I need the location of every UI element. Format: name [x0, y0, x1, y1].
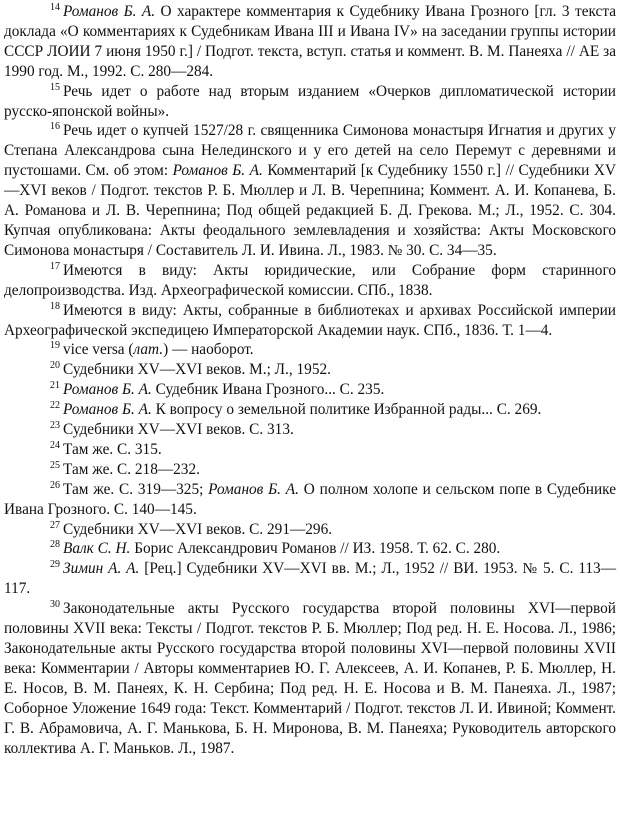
footnote-16 — [4, 121, 616, 260]
footnote-29 — [4, 559, 616, 599]
footnote-23 — [4, 420, 616, 440]
footnote-17 — [4, 261, 616, 301]
footnote-text: Речь идет о купчей 1527/28 г. священника Симонова монастыря Игнатия и других у Степана Александрова сына Нелединского и у его детей на село Перемут с деревнями и пустошами. См. об этом: — [4, 122, 616, 180]
footnote-number: 25 — [50, 459, 60, 471]
footnote-text: Имеются в виду: Акты, собранные в библиотеках и архивах Российской империи Археографической экспедицею Императорской Академии наук. СПб., 1836. Т. 1—4. — [4, 301, 616, 339]
footnote-number: 19 — [50, 340, 60, 352]
author-name: Романов Б. А. — [63, 401, 152, 419]
footnote-text: Законодательные акты Русского государства второй половины XVI—первой половины XVII века: Тексты / Подгот. текстов Р. Б. Мюллер; Под ред. Н. Е. Носова. Л., 1986; Законодательные акты Русского государства второй половины XVI—первой половины XVII века: Комментарии / Авторы комментариев Ю. Г. Алексеев, А. И. Копанев, Р. Б. Мюллер, Н. Е. Носов, В. М. Панеях, К. Н. Сербина; Под ред. Н. Е. Носова и В. М. Панеяха. Л., 1987; Соборное Уложение 1649 года: Текст. Комментарий / Подгот. текстов Л. И. Ивиной; Коммент. Г. В. Абрамовича, А. Г. Манькова, Б. Н. Миронова, В. М. Панеяха; Руководитель авторского коллектива А. Г. Маньков. Л., 1987. — [4, 600, 616, 757]
footnote-text: Комментарий [к Судебнику 1550 г.] // Судебники XV—XVI веков / Подгот. текстов Р. Б. Мюллер и Л. В. Черепнина; Коммент. А. И. Копанева, Б. А. Романова и Л. В. Черепнина; Под общей редакцией Б. Д. Грекова. М.; Л., 1952. С. 304. Купчая опубликована: Акты феодального землевладения и хозяйства: Акты Московского Симонова монастыря / Составитель Л. И. Ивина. Л., 1983. № 30. С. 34—35. — [4, 162, 616, 259]
footnote-19 — [4, 340, 616, 360]
author-name: Романов Б. А. — [172, 162, 263, 180]
footnote-21 — [4, 380, 616, 400]
footnote-14 — [4, 2, 616, 82]
footnote-number: 15 — [50, 81, 60, 93]
footnote-number: 20 — [50, 360, 60, 372]
footnote-number: 27 — [50, 519, 60, 531]
footnote-number: 26 — [50, 479, 60, 491]
footnote-20 — [4, 360, 616, 380]
footnote-25 — [4, 460, 616, 480]
footnote-number: 30 — [50, 599, 60, 611]
footnote-22 — [4, 400, 616, 420]
footnote-text: К вопросу о земельной политике Избранной рады... С. 269. — [151, 401, 542, 419]
footnote-number: 18 — [50, 300, 60, 312]
footnote-text: vice versa ( — [63, 341, 134, 359]
footnote-text: Судебники XV—XVI веков. М.; Л., 1952. — [63, 361, 331, 379]
footnote-number: 28 — [50, 539, 60, 551]
footnote-text: Судебник Ивана Грозного... С. 235. — [151, 381, 385, 399]
author-name: Зимин А. А. — [63, 560, 140, 578]
footnote-number: 16 — [50, 121, 60, 133]
author-name: Романов Б. А. — [208, 480, 299, 498]
footnote-text: О полном холопе и сельском попе в Судебнике Ивана Грозного. С. 140—145. — [4, 480, 617, 518]
footnote-text: Речь идет о работе над вторым изданием «Очерков дипломатической истории русско-японской войны». — [4, 82, 616, 120]
footnote-number: 17 — [50, 260, 60, 272]
footnote-number: 23 — [50, 420, 60, 432]
footnote-text: Там же. С. 315. — [63, 440, 162, 458]
footnote-number: 21 — [50, 380, 60, 392]
footnote-28 — [4, 539, 616, 559]
footnote-number: 29 — [50, 559, 60, 571]
footnote-text: [Рец.] Судебники XV—XVI вв. М.; Л., 1952 // ВИ. 1953. № 5. С. 113—117. — [4, 560, 616, 598]
footnote-27 — [4, 520, 616, 540]
author-name: лат. — [133, 341, 164, 359]
author-name: Валк С. Н. — [63, 540, 131, 558]
footnote-15 — [4, 82, 616, 122]
footnote-text: О характере комментария к Судебнику Ивана Грозного [гл. 3 текста доклада «О комментариях к Судебникам Ивана III и Ивана IV» на заседании группы истории СССР ЛОИИ 7 июня 1950 г.] / Подгот. текста, вступ. статья и коммент. В. М. Панеяха // АЕ за 1990 год. М., 1992. С. 280—284. — [4, 3, 616, 80]
footnote-18 — [4, 301, 616, 341]
footnote-text: Имеются в виду: Акты юридические, или Собрание форм старинного делопроизводства. Изд. Археографической комиссии. СПб., 1838. — [4, 261, 616, 299]
footnote-text: Борис Александрович Романов // ИЗ. 1958. Т. 62. С. 280. — [130, 540, 501, 558]
footnote-number: 14 — [50, 2, 60, 13]
footnote-text: Судебники XV—XVI веков. С. 313. — [63, 421, 294, 439]
footnote-30 — [4, 599, 616, 758]
footnote-26 — [4, 480, 616, 520]
footnote-text: Там же. С. 319—325; — [63, 480, 209, 498]
footnote-24 — [4, 440, 616, 460]
footnote-text: Там же. С. 218—232. — [63, 460, 200, 478]
footnote-number: 24 — [50, 439, 60, 451]
footnote-number: 22 — [50, 400, 60, 412]
author-name: Романов Б. А. — [63, 381, 152, 399]
footnote-text: ) — наоборот. — [163, 341, 254, 359]
footnote-text: Судебники XV—XVI веков. С. 291—296. — [63, 520, 333, 538]
author-name: Романов Б. А. — [63, 3, 156, 20]
